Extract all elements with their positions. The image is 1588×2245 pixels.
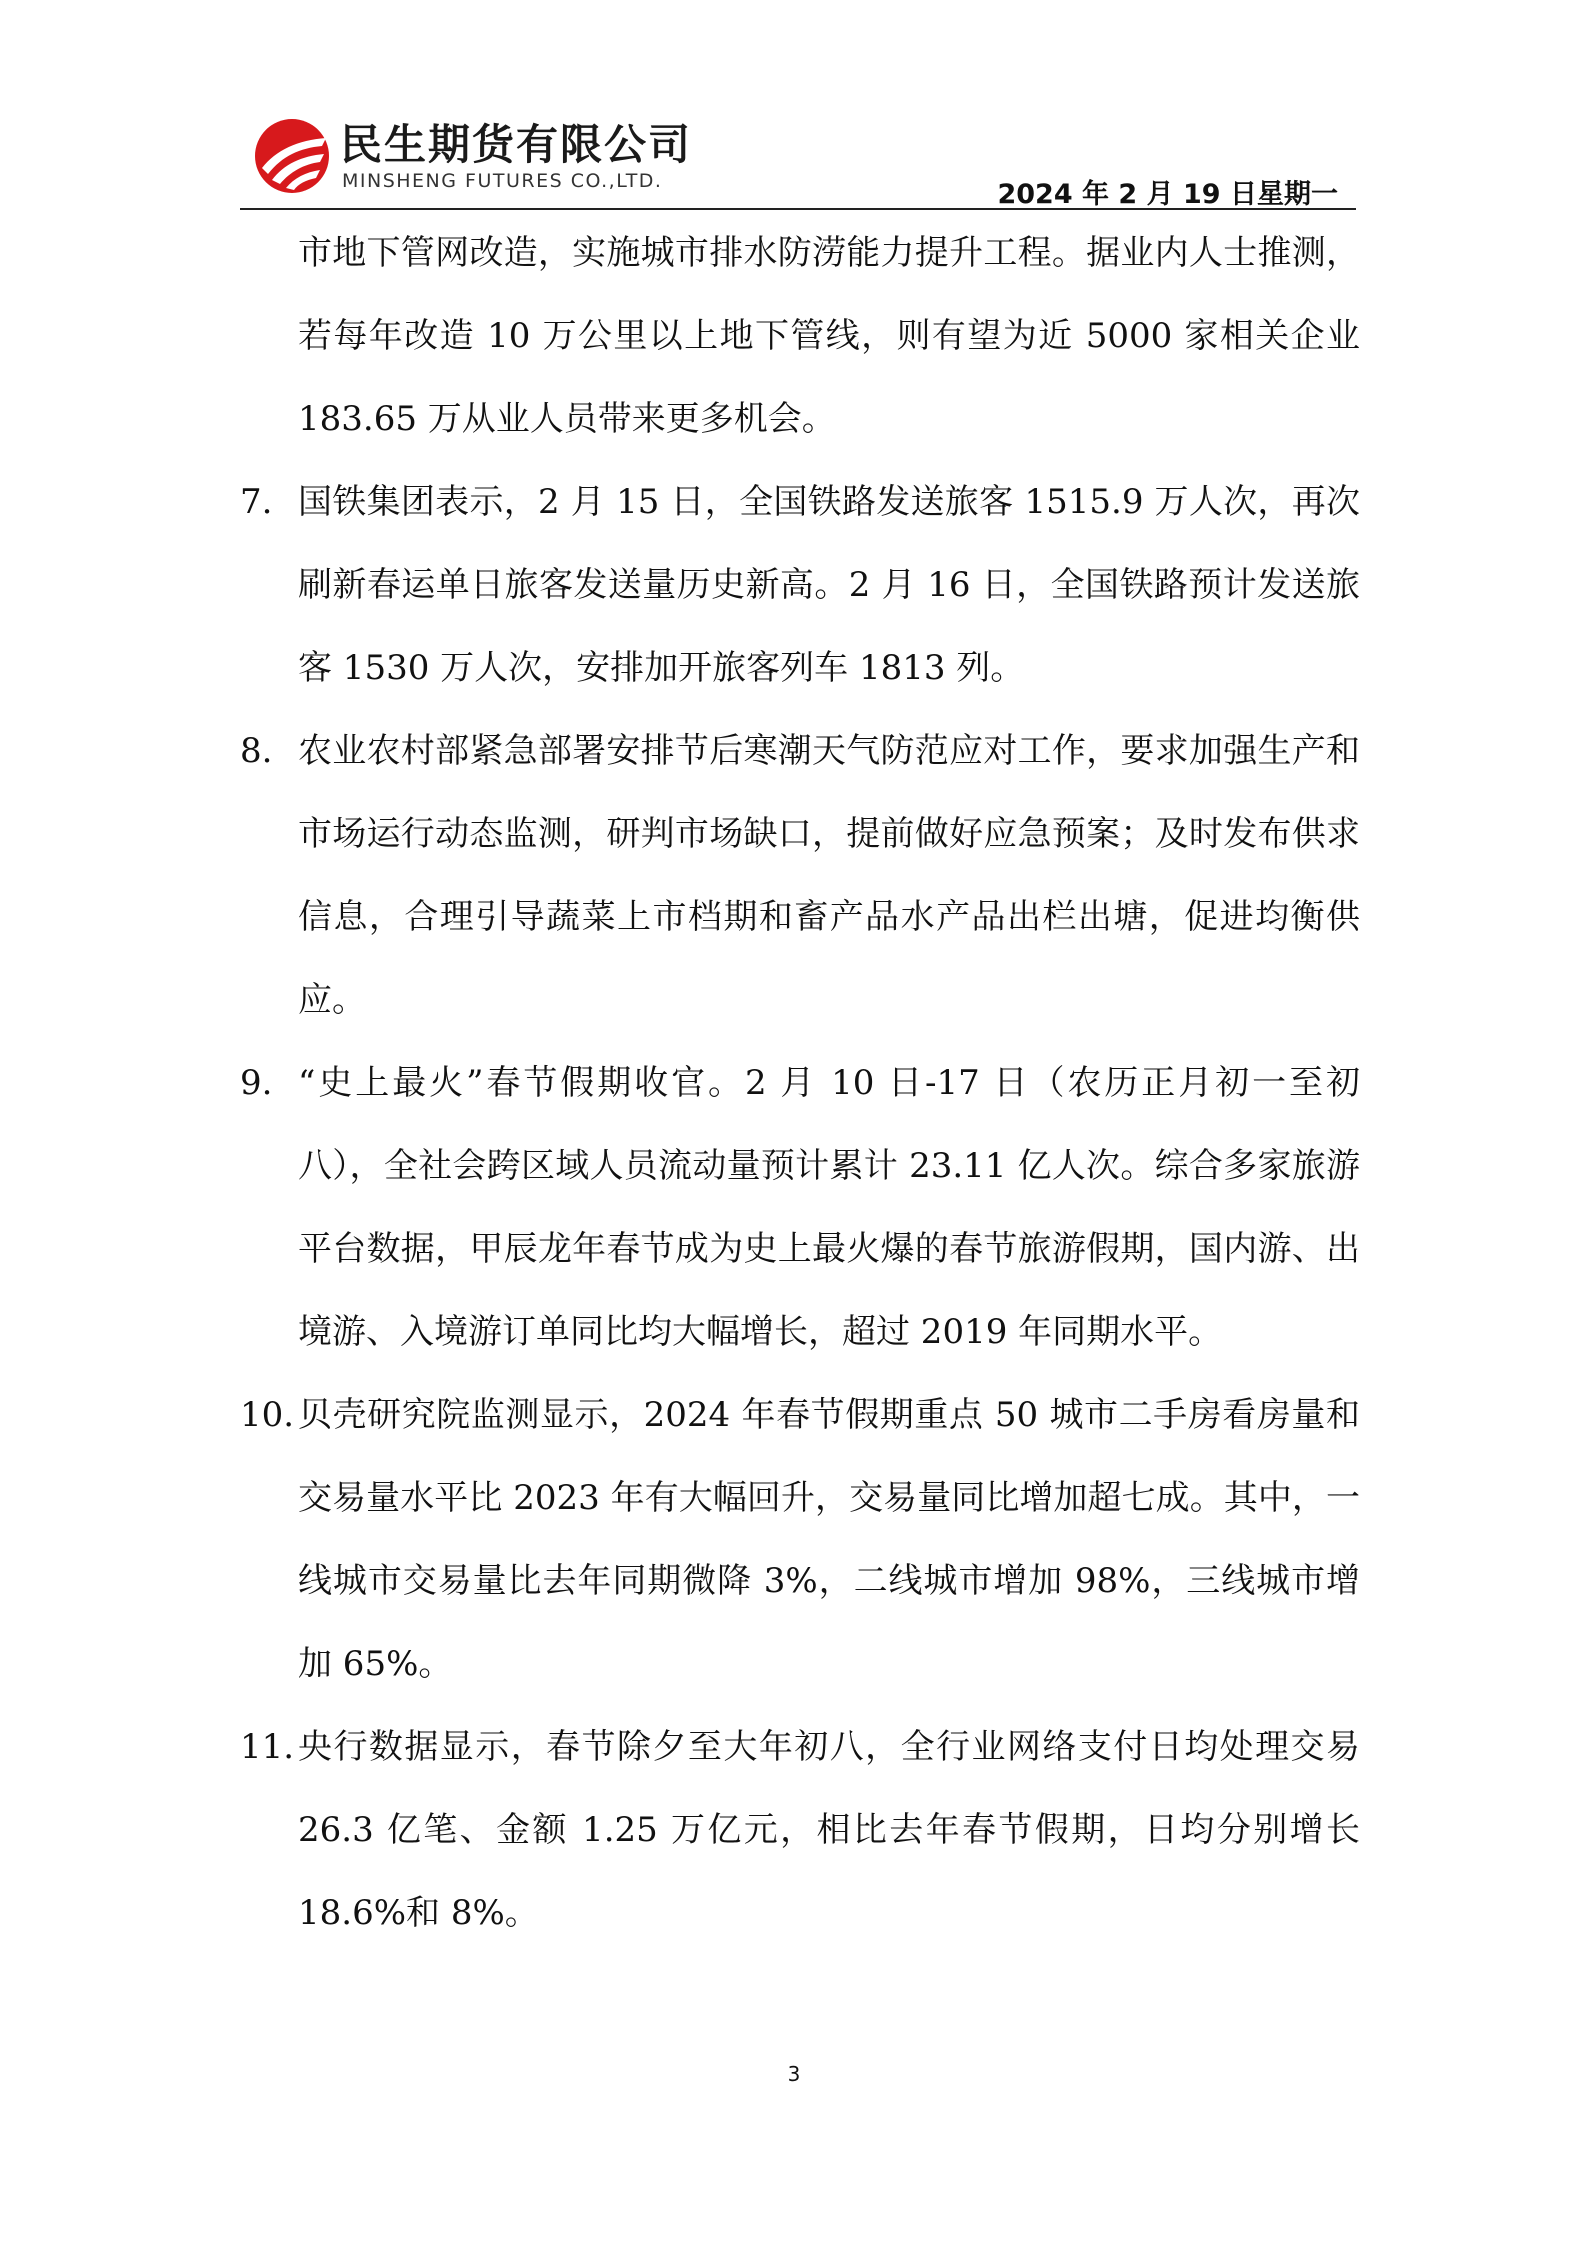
document-body	[240, 212, 1360, 1955]
item-text: 农业农村部紧急部署安排节后寒潮天气防范应对工作，要求加强生产和市场运行动态监测，研判市场缺口，提前做好应急预案；及时发布供求信息，合理引导蔬菜上市档期和畜产品水产品出栏出塘，促进均衡供应。	[298, 731, 1360, 1020]
news-item-continued	[240, 212, 1360, 461]
page-header	[240, 110, 1356, 212]
minsheng-logo-icon	[252, 116, 332, 196]
news-item-8	[240, 710, 1360, 1042]
item-number: 7.	[240, 482, 273, 522]
item-number: 10.	[240, 1395, 295, 1435]
news-item-10	[240, 1374, 1360, 1706]
news-item-9	[240, 1042, 1360, 1374]
item-text: 央行数据显示，春节除夕至大年初八，全行业网络支付日均处理交易 26.3 亿笔、金额 1.25 万亿元，相比去年春节假期，日均分别增长 18.6%和 8%。	[298, 1727, 1360, 1933]
company-name-cn: 民生期货有限公司	[340, 120, 693, 169]
news-item-7	[240, 461, 1360, 710]
header-divider	[240, 208, 1356, 210]
page-number: 3	[787, 2062, 801, 2086]
item-text: 贝壳研究院监测显示，2024 年春节假期重点 50 城市二手房看房量和交易量水平比 2023 年有大幅回升，交易量同比增加超七成。其中，一线城市交易量比去年同期微降 3%，二线城市增加 98%，三线城市增加 65%。	[298, 1395, 1360, 1684]
item-text: 市地下管网改造，实施城市排水防涝能力提升工程。据业内人士推测，若每年改造 10 万公里以上地下管线，则有望为近 5000 家相关企业 183.65 万从业人员带来更多机会。	[298, 233, 1360, 439]
news-item-11	[240, 1706, 1360, 1955]
item-number: 9.	[240, 1063, 273, 1103]
item-text: 国铁集团表示，2 月 15 日，全国铁路发送旅客 1515.9 万人次，再次刷新春运单日旅客发送量历史新高。2 月 16 日，全国铁路预计发送旅客 1530 万人次，安排加开旅客列车 1813 列。	[298, 482, 1360, 688]
report-date: 2024 年 2 月 19 日星期一	[997, 179, 1338, 210]
item-number: 8.	[240, 731, 273, 771]
item-text: “史上最火”春节假期收官。2 月 10 日-17 日（农历正月初一至初八），全社会跨区域人员流动量预计累计 23.11 亿人次。综合多家旅游平台数据，甲辰龙年春节成为史上最火爆的春节旅游假期，国内游、出境游、入境游订单同比均大幅增长，超过 2019 年同期水平。	[298, 1063, 1360, 1352]
company-name-en: MINSHENG FUTURES CO.,LTD.	[342, 170, 663, 192]
item-number: 11.	[240, 1727, 295, 1767]
